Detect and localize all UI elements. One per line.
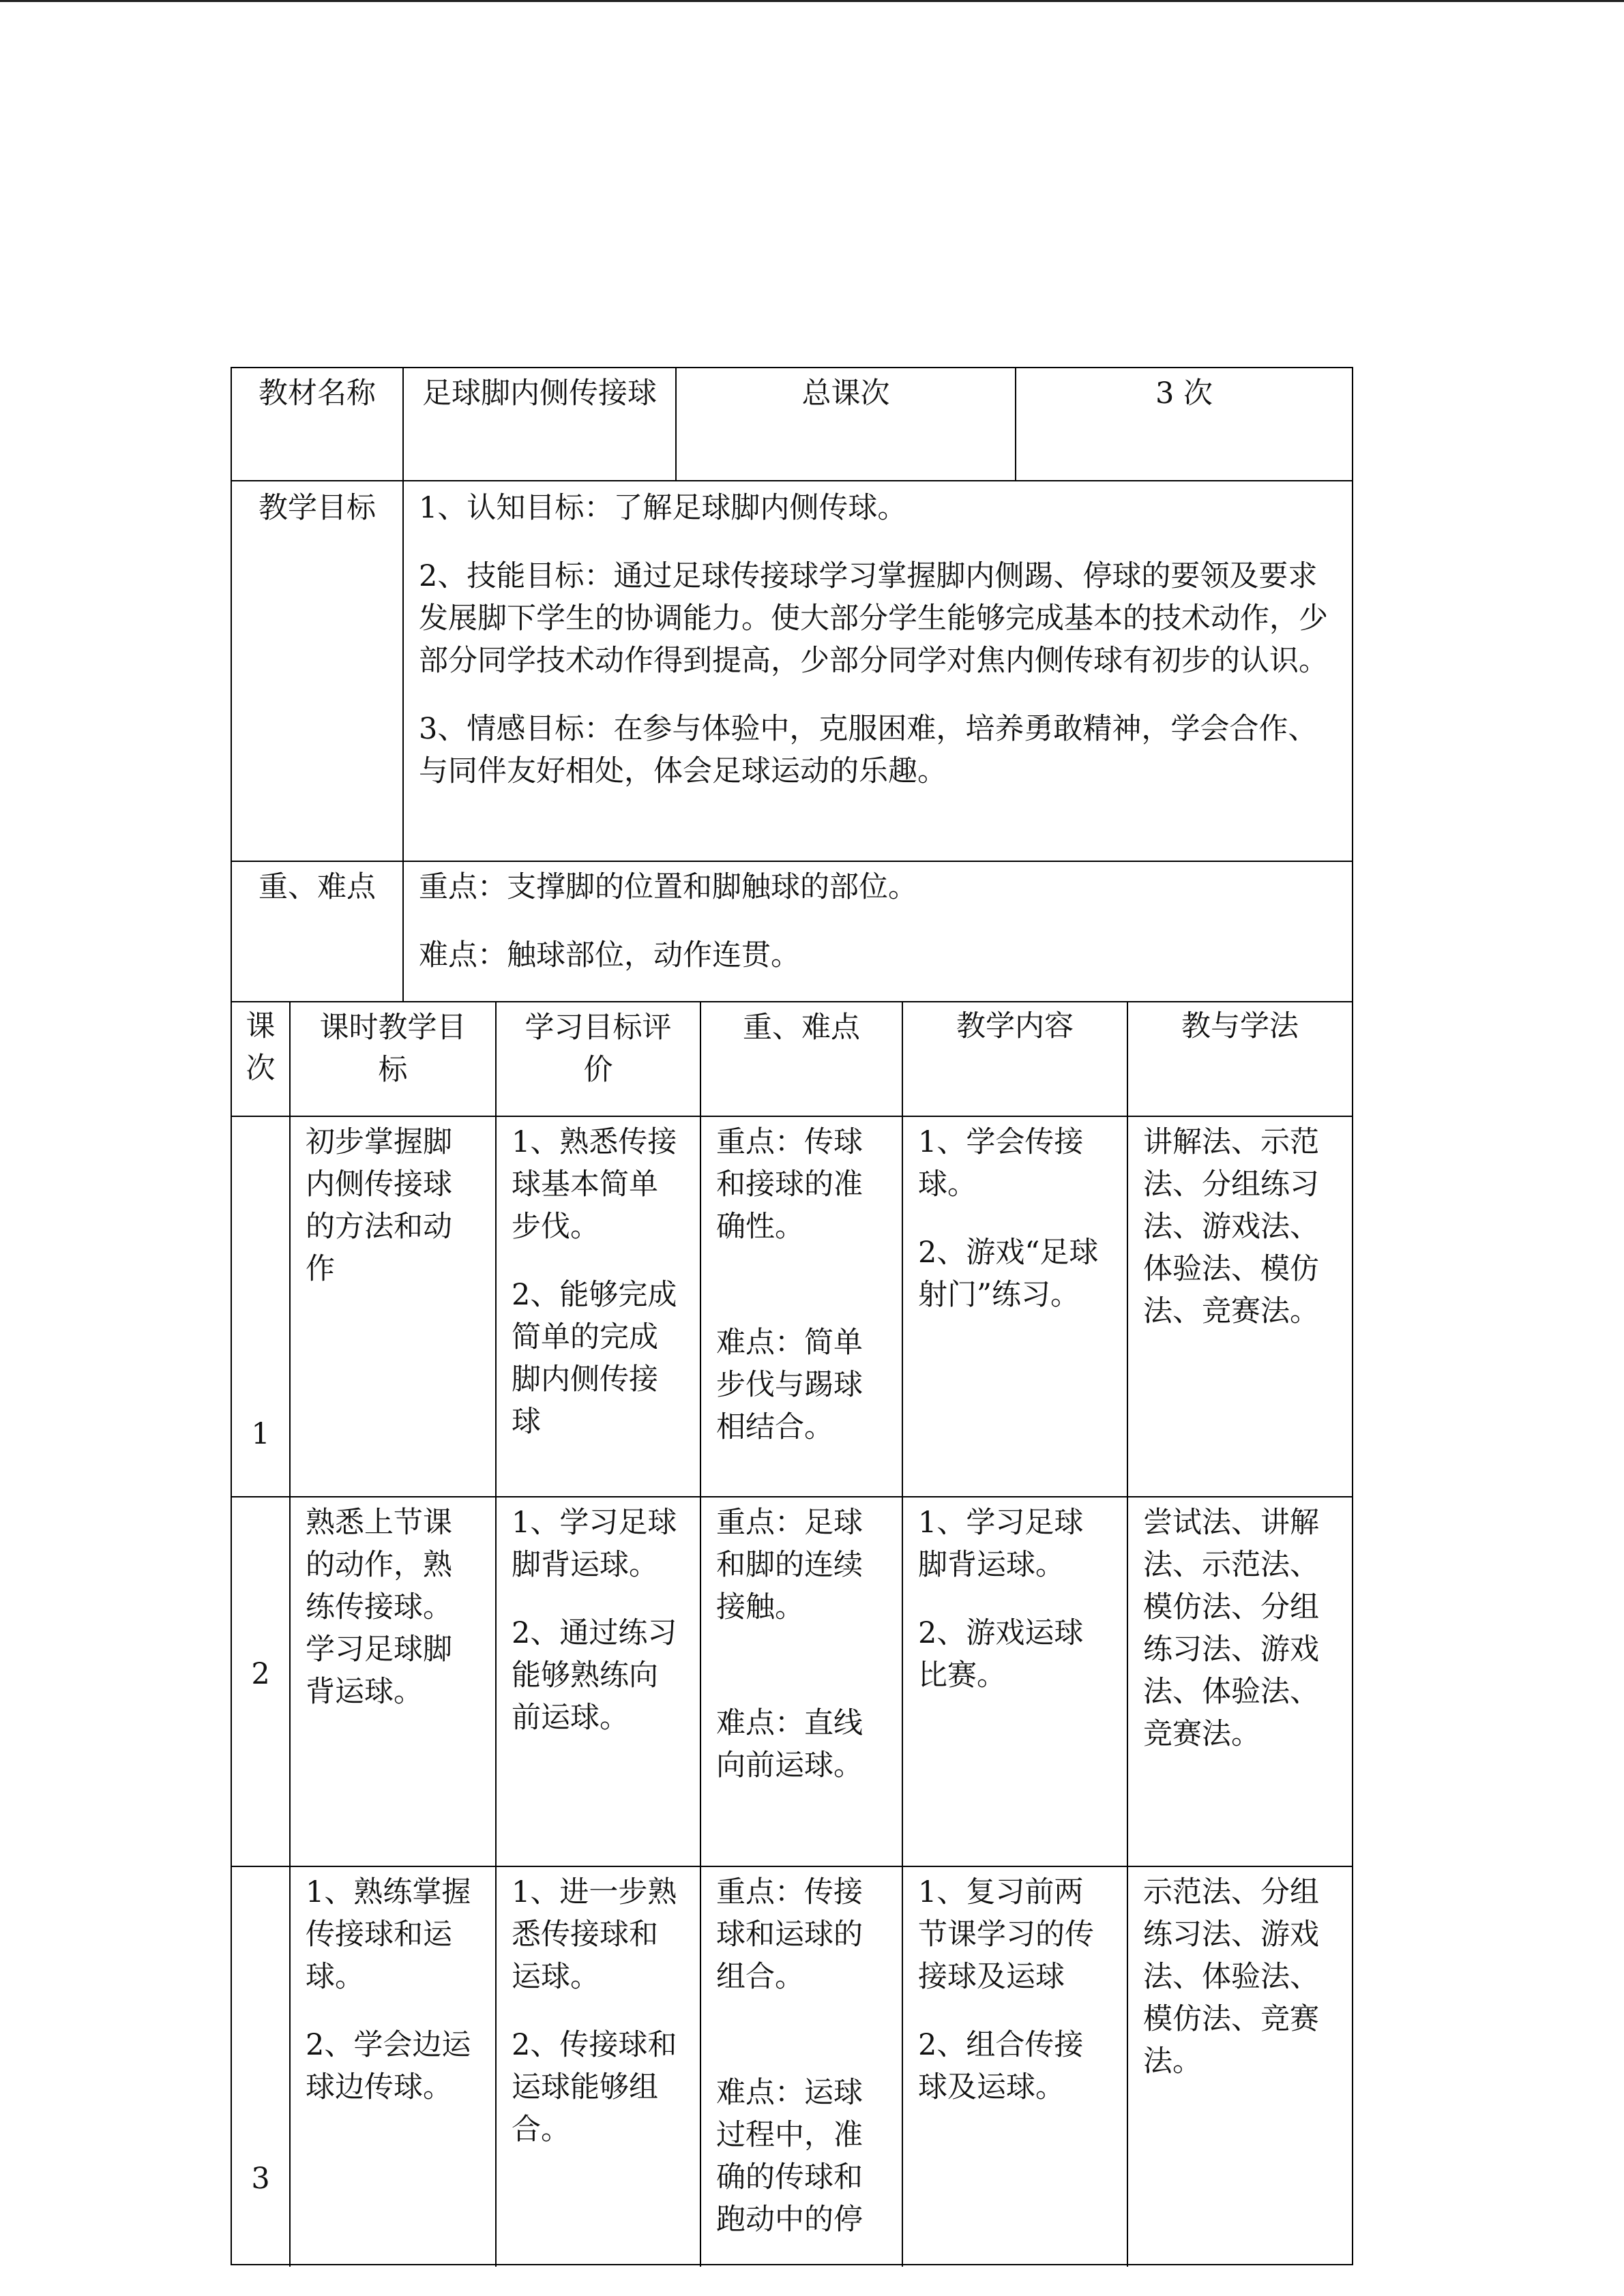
sessions-label-cell — [677, 368, 1016, 480]
col-header-goal: 课时教学目标 — [291, 1002, 497, 1116]
objective-cognitive: 1、认知目标：了解足球脚内侧传球。 — [419, 491, 907, 525]
sessions-value-cell — [1016, 368, 1352, 480]
lesson-content-cell: 1、复习前两节课学习的传接球及运球 2、组合传接球及运球。 — [903, 1867, 1128, 2267]
col-header-eval: 学习目标评价 — [497, 1002, 701, 1116]
lesson-row — [232, 1117, 1352, 1497]
lesson-method-cell: 讲解法、示范法、分组练习法、游戏法、体验法、模仿法、竞赛法。 — [1143, 1125, 1319, 1328]
keypoints-content-cell — [404, 862, 1352, 1001]
lesson-no-cell — [232, 1117, 291, 1496]
keypoints-label-cell — [232, 862, 404, 1001]
col-header-content: 教学内容 — [903, 1002, 1128, 1116]
lesson-header-row — [232, 1002, 1352, 1117]
lesson-method-cell: 示范法、分组练习法、游戏法、体验法、模仿法、竞赛法。 — [1143, 1875, 1319, 2078]
objective-skill: 2、技能目标：通过足球传接球学习掌握脚内侧踢、停球的要领及要求发展脚下学生的协调能力。使大部分学生能够完成基本的技术动作，少部分同学技术动作得到提高，少部分同学对焦内侧传球有初步的认识。 — [419, 559, 1328, 678]
sessions-label: 总课次 — [801, 376, 890, 411]
lesson-focus-cell: 重点：传球和接球的准确性。 难点：简单步伐与踢球相结合。 — [701, 1117, 903, 1496]
page-top-rule — [0, 0, 1624, 2]
lesson-no: 1 — [251, 1417, 270, 1451]
lesson-eval-cell: 1、学习足球脚背运球。 2、通过练习能够熟练向前运球。 — [497, 1497, 701, 1866]
objectives-row — [232, 481, 1352, 862]
objective-emotional: 3、情感目标：在参与体验中，克服困难，培养勇敢精神，学会合作、与同伴友好相处，体会足球运动的乐趣。 — [419, 712, 1318, 788]
lesson-plan-table — [231, 367, 1353, 2265]
material-name-cell — [404, 368, 677, 480]
keypoint-difficulty: 难点：触球部位，动作连贯。 — [419, 938, 800, 972]
lesson-goal-cell: 熟悉上节课的动作，熟练传接球。学习足球脚背运球。 — [291, 1497, 497, 1866]
lesson-row — [232, 1497, 1352, 1867]
col-header-focus: 重、难点 — [701, 1002, 903, 1116]
material-label: 教材名称 — [259, 376, 376, 411]
lesson-goal-cell: 1、熟练掌握传接球和运球。 2、学会边运球边传球。 — [291, 1867, 497, 2267]
lesson-no: 2 — [251, 1657, 270, 1691]
col-header-no: 课次 — [232, 1002, 291, 1116]
lesson-no: 3 — [251, 2162, 270, 2196]
lesson-goal-cell: 初步掌握脚内侧传接球的方法和动作 — [291, 1117, 497, 1496]
keypoints-row — [232, 862, 1352, 1002]
lesson-content-cell: 1、学会传接球。 2、游戏“足球射门”练习。 — [903, 1117, 1128, 1496]
sessions-value: 3 次 — [1155, 376, 1213, 411]
lesson-focus-cell: 重点：足球和脚的连续接触。 难点：直线向前运球。 — [701, 1497, 903, 1866]
material-label-cell — [232, 368, 404, 480]
lesson-no-cell — [232, 1867, 291, 2267]
header-row — [232, 368, 1352, 481]
lesson-no-cell — [232, 1497, 291, 1866]
keypoints-label: 重、难点 — [259, 870, 376, 904]
material-name: 足球脚内侧传接球 — [422, 376, 657, 411]
objectives-content-cell — [404, 481, 1352, 861]
objectives-label: 教学目标 — [259, 491, 376, 525]
keypoint-focus: 重点：支撑脚的位置和脚触球的部位。 — [419, 870, 917, 904]
lesson-eval-cell: 1、熟悉传接球基本简单步伐。 2、能够完成简单的完成脚内侧传接球 — [497, 1117, 701, 1496]
lesson-focus-cell: 重点：传接球和运球的组合。 难点：运球过程中，准确的传球和跑动中的停 — [701, 1867, 903, 2267]
lesson-eval-cell: 1、进一步熟悉传接球和运球。 2、传接球和运球能够组合。 — [497, 1867, 701, 2267]
objectives-label-cell — [232, 481, 404, 861]
lesson-content-cell: 1、学习足球脚背运球。 2、游戏运球比赛。 — [903, 1497, 1128, 1866]
lesson-row — [232, 1867, 1352, 2267]
lesson-method-cell: 尝试法、讲解法、示范法、模仿法、分组练习法、游戏法、体验法、竞赛法。 — [1143, 1506, 1319, 1751]
col-header-method: 教与学法 — [1181, 1009, 1299, 1043]
